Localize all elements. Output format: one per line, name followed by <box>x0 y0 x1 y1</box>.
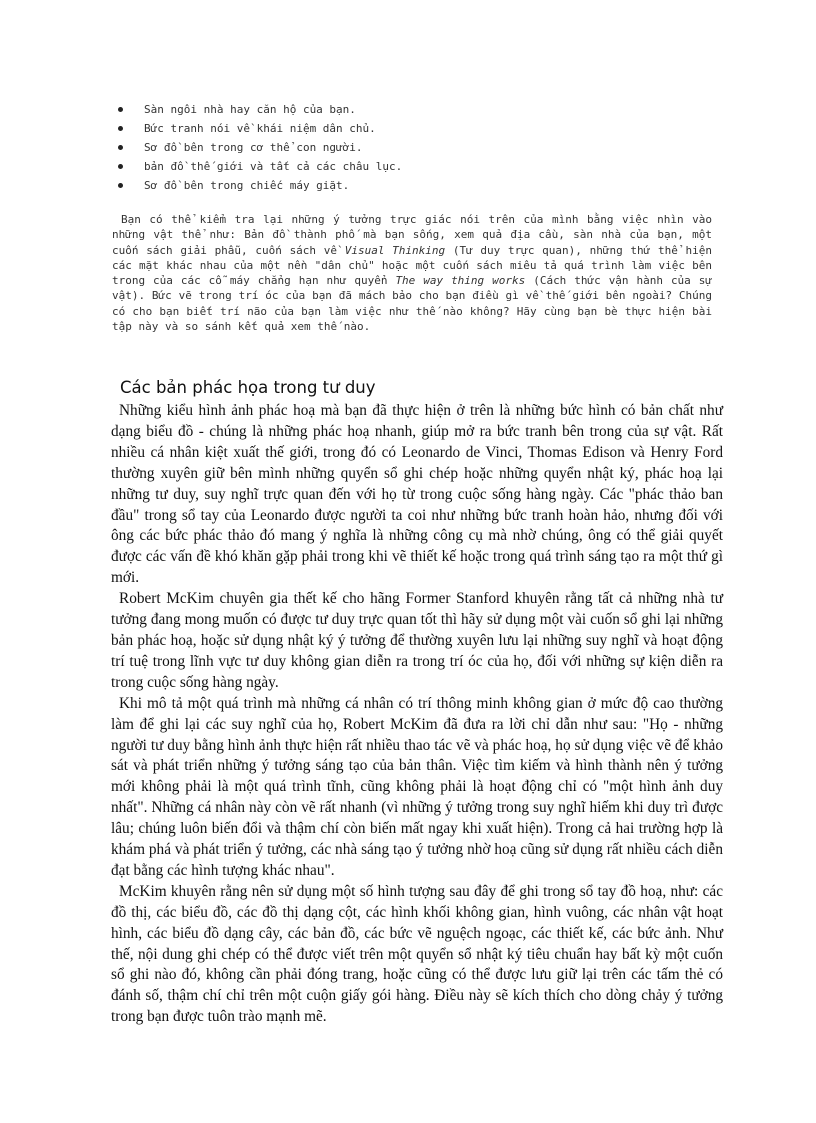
bullet-icon <box>118 145 123 150</box>
list-item <box>116 138 716 157</box>
body-paragraph-4: McKim khuyên rằng nên sử dụng một số hình tượng sau đây để ghi trong sổ tay đồ hoạ, như: các đồ thị, các biểu đồ, các đồ thị dạng cột, các hình khối không gian, hình vuông, các nhân vật hoạt hình, các biểu đồ dạng cây, các bản đồ, các bức vẽ nguệch ngoạc, các thiết kế, các bức ảnh. Như thế, nội dung ghi chép có thể được viết trên một quyển sổ nhật ký tiêu chuẩn hay bất kỳ một cuốn sổ ghi nào đó, không cần phải đóng trang, hoặc cũng có thể được lưu giữ lại trên các tấm thẻ có đánh số, thậm chí chỉ trên một cuộn giấy gói hàng. Điều này sẽ kích thích cho dòng chảy ý tưởng trong bạn được tuôn trào mạnh mẽ. <box>111 882 723 1026</box>
list-item <box>116 157 716 176</box>
exercise-paragraph <box>112 212 712 334</box>
bullet-text: bản đồ thế giới và tất cả các châu lục. <box>144 160 403 173</box>
section-heading: Các bản phác họa trong tư duy <box>120 378 376 397</box>
exercise-text-part1: Bạn có thể kiểm tra lại những ý tưởng trực giác nói trên của mình bằng việc nhìn vào những vật thể như: Bản đồ thành phố mà bạn sống, xem quả địa cầu, sàn nhà của bạn, một cuốn sách giải phẫu, cuốn sách về <box>112 213 712 257</box>
book-title-the-way-thing-works: The way thing works <box>395 274 526 288</box>
bullet-icon <box>118 126 123 131</box>
body-paragraph-3: Khi mô tả một quá trình mà những cá nhân có trí thông minh không gian ở mức độ cao thường làm để ghi lại các suy nghĩ của họ, Robert McKim đã đưa ra lời chỉ dẫn như sau: "Họ - những người tư duy bằng hình ảnh thực hiện rất nhiều thao tác vẽ và phác hoạ, họ sử dụng việc vẽ để khảo sát và phát triển những ý tưởng sáng tạo của bản thân. Việc tìm kiếm và hình thành nên ý tưởng mới không phải là một quá trình tĩnh, cũng không phải là hoạt động chỉ có "một hình ảnh duy nhất". Những cá nhân này còn vẽ rất nhanh (vì những ý tưởng trong suy nghĩ hiếm khi duy trì được lâu; chúng luôn biến đổi và thậm chí còn biến mất ngay khi xuất hiện). Trong cả hai trường hợp là khám phá và phát triển ý tưởng, các nhà sáng tạo ý tưởng nhờ hoạ cũng sử dụng rất nhiều cách diễn đạt bằng các hình tượng khác nhau". <box>111 694 723 879</box>
bullet-icon <box>118 107 123 112</box>
section-body <box>111 401 723 1028</box>
body-paragraph-2: Robert McKim chuyên gia thết kế cho hãng Former Stanford khuyên rằng tất cả những nhà tư tưởng đang mong muốn có được tư duy trực quan tốt thì hãy sử dụng một vài cuốn sổ ghi lại những bản phác hoạ, hoặc sử dụng nhật ký ý tưởng để thường xuyên lưu lại những suy nghĩ và hoạt động trí tuệ trong lĩnh vực tư duy không gian diễn ra trong trí óc của họ, đối với những sự kiện diễn ra trong cuộc sống hàng ngày. <box>111 590 723 691</box>
body-paragraph-1: Những kiểu hình ảnh phác hoạ mà bạn đã thực hiện ở trên là những bức hình có bản chất như dạng biểu đồ - chúng là những phác hoạ nhanh, giúp mở ra bức tranh bên trong của sự vật. Rất nhiều cá nhân kiệt xuất thế giới, trong đó có Leonardo de Vinci, Thomas Edison và Henry Ford thường xuyên giữ bên mình những quyển sổ ghi chép hoặc những quyển nhật ký, phác hoạ lại những tư duy, suy nghĩ trực quan đến với họ từ trong cuộc sống hàng ngày. Các "phác thảo ban đầu" trong sổ tay của Leonardo được người ta coi như những bức tranh hoàn hảo, nhưng đối với ông các bức phác thảo đó mang ý nghĩa là những công cụ mà nhờ chúng, ông có thể giải quyết được các vấn đề khó khăn gặp phải trong khi vẽ thiết kế hoặc trong quá trình sáng tạo ra một thứ gì mới. <box>111 402 723 587</box>
bullet-text: Sàn ngôi nhà hay căn hộ của bạn. <box>144 103 356 116</box>
book-title-visual-thinking: Visual Thinking <box>344 243 446 257</box>
bullet-list <box>116 100 716 195</box>
list-item <box>116 176 716 195</box>
exercise-text-part2: (Tư duy trực quan), những thứ thể hiện các mặt khác nhau của một nền "dân chủ" hoặc một cuốn sách miêu tả quá trình làm việc bên trong của các cỗ máy chẳng hạn như quyển <box>112 243 713 288</box>
bullet-icon <box>118 164 123 169</box>
bullet-text: Bức tranh nói về khái niệm dân chủ. <box>144 122 376 135</box>
list-item <box>116 119 716 138</box>
bullet-text: Sơ đồ bên trong chiếc máy giặt. <box>144 179 350 192</box>
bullet-text: Sơ đồ bên trong cơ thể con người. <box>144 141 363 154</box>
list-item <box>116 100 716 119</box>
bullet-icon <box>118 183 123 188</box>
exercise-text-part3: (Cách thức vận hành của sự vật). Bức vẽ trong trí óc của bạn đã mách bảo cho bạn điều gì về thế giới bên ngoài? Chúng có cho bạn biết trí não của bạn làm việc như thế nào không? Hãy cùng bạn bè thực hiện bài tập này và so sánh kết quả xem thế nào. <box>112 274 712 334</box>
